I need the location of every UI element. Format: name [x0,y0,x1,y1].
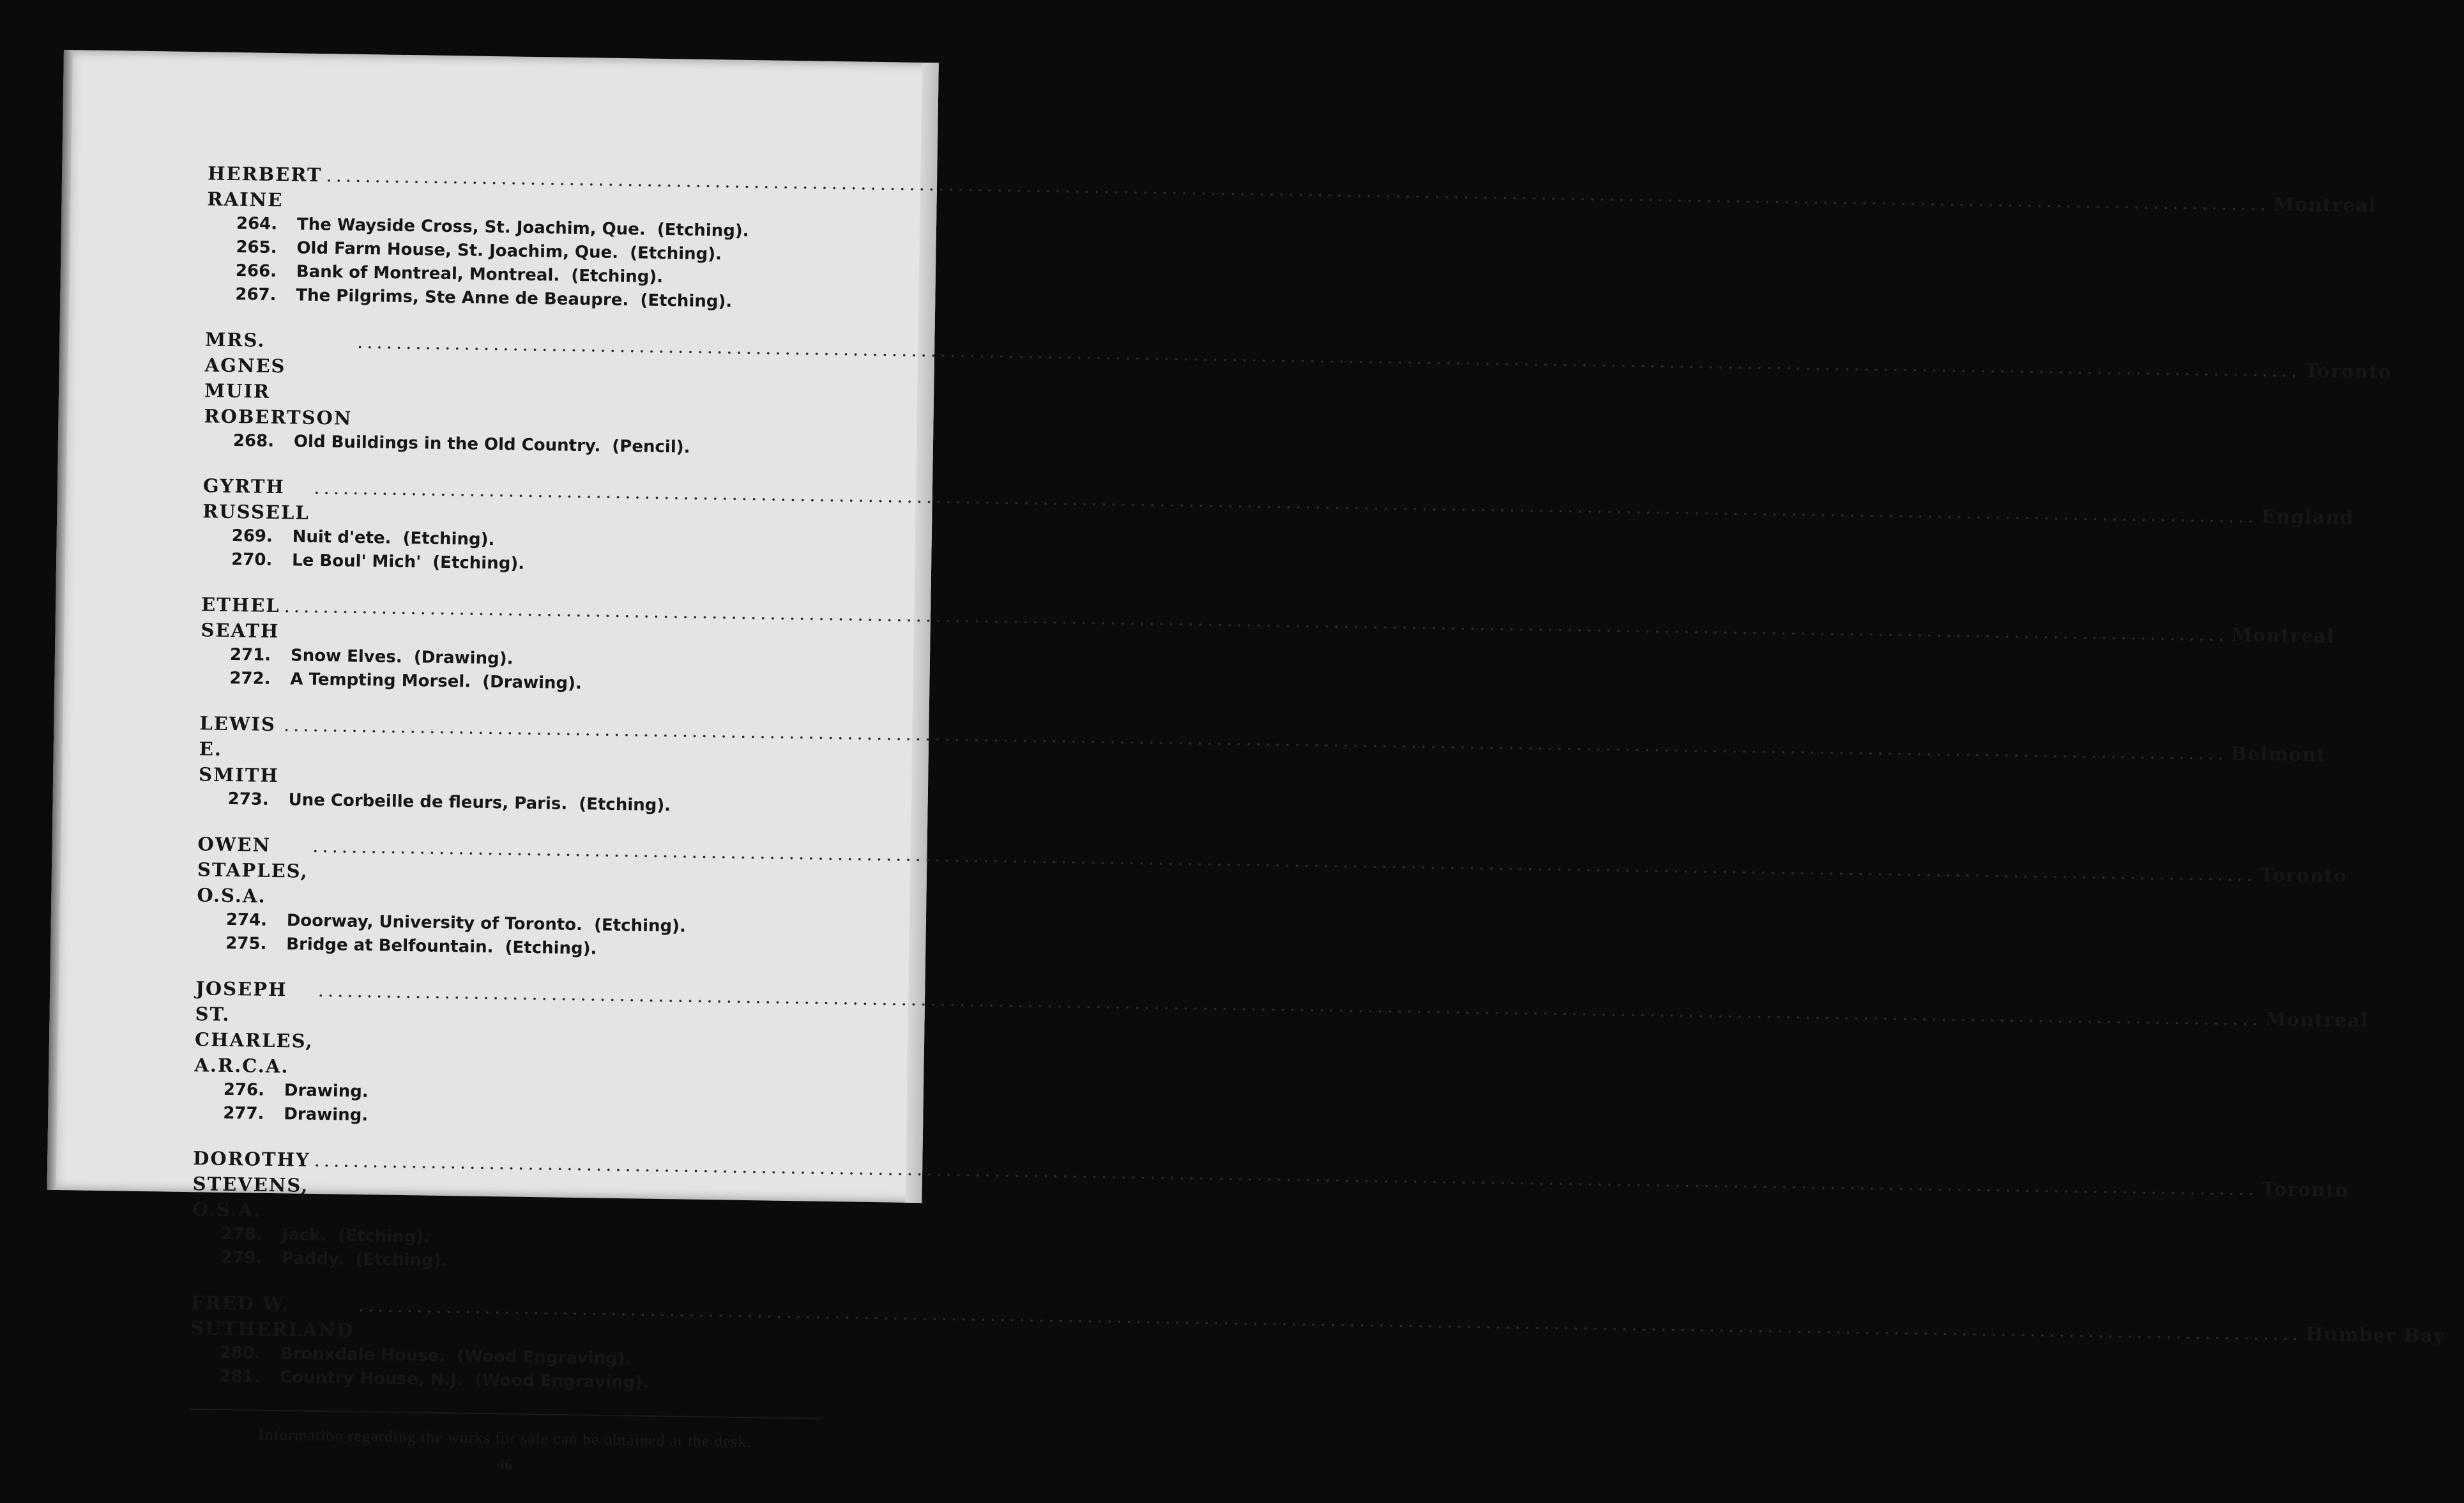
work-title: Le Boul' Mich' (Etching). [291,551,525,574]
dot-leader: ........................................................................................................................................................................................................ [314,476,2258,528]
work-number: 268. [232,431,275,451]
artist-line [194,975,2369,1087]
dot-leader: ........................................................................................................................................................................................................ [356,330,2301,382]
artist-line [207,160,2377,221]
work-title: Drawing. [284,1104,369,1125]
work-title: Paddy. (Etching). [281,1249,448,1271]
artist-entry [200,591,2335,699]
work-number: 280. [219,1343,261,1363]
work-number: 274. [225,910,268,930]
dot-leader: ........................................................................................................................................................................................................ [317,979,2262,1030]
artist-city: Toronto [2261,1178,2349,1202]
work-title: Doorway, University of Toronto. (Etching). [286,911,687,936]
artist-city: Toronto [2304,360,2392,383]
artist-entries [190,160,2445,1397]
artist-name: OWEN STAPLES, O.S.A. [197,833,308,907]
artist-line [192,1145,2349,1232]
artist-entry [206,160,2377,316]
work-title: Jack. (Etching). [282,1225,430,1247]
artist-entry [190,1290,2445,1398]
footer-divider [189,1408,821,1419]
artist-entry [198,710,2327,820]
artist-name: JOSEPH ST. CHARLES, A.R.C.A. [194,977,314,1078]
work-title: A Tempting Morsel. (Drawing). [290,669,582,694]
artist-city: Belmont [2231,742,2327,766]
work-title: Old Buildings in the Old Country. (Pencil). [293,432,690,457]
artist-city: Toronto [2260,864,2348,887]
artist-entry [196,831,2348,965]
dot-leader: ........................................................................................................................................................................................................ [284,595,2228,646]
dot-leader: ........................................................................................................................................................................................................ [312,834,2256,886]
work-number: 279. [220,1247,262,1268]
page-number: 46 [497,1456,513,1474]
dot-leader: ........................................................................................................................................................................................................ [358,1294,2302,1345]
work-title: Country House, N.J. (Wood Engraving). [279,1368,650,1392]
page-right-edge [905,63,938,1203]
work-number: 266. [235,261,277,281]
artist-entry [192,1145,2349,1279]
artist-line [202,473,2355,533]
artist-line [201,591,2335,652]
artist-entry [202,473,2355,581]
work-number: 270. [231,549,273,570]
artist-name: ETHEL SEATH [201,593,280,643]
work-title: Bank of Montreal, Montreal. (Etching). [296,262,664,287]
work-number: 265. [236,238,277,257]
dot-leader: ........................................................................................................................................................................................................ [283,713,2228,765]
work-title: Bronxdale House. (Wood Engraving). [280,1344,632,1369]
work-number: 278. [221,1224,262,1244]
work-number: 269. [231,526,273,546]
work-number: 267. [235,285,277,305]
work-title: Bridge at Belfountain. (Etching). [286,935,597,959]
work-title: Old Farm House, St. Joachim, Que. (Etching). [296,238,722,264]
work-number: 277. [223,1103,264,1124]
page-spine-shadow [47,50,73,1190]
work-number: 275. [225,933,267,954]
dot-leader: ........................................................................................................................................................................................................ [314,1149,2258,1200]
artist-name: FRED W. SUTHERLAND [190,1292,354,1341]
work-number: 276. [223,1080,265,1100]
work-number: 281. [218,1366,261,1387]
work-title: The Pilgrims, Ste Anne de Beaupre. (Etching). [296,286,733,312]
work-number: 273. [227,789,269,809]
catalogue-page [47,50,2445,1474]
artist-line [198,710,2327,797]
artist-city: England [2261,505,2355,529]
artist-entry [204,326,2392,462]
artist-line [197,831,2348,917]
artist-name: HERBERT RAINE [207,162,323,211]
work-number: 271. [229,645,271,665]
work-title: Snow Elves. (Drawing). [290,646,513,669]
work-number: 272. [229,668,271,689]
artist-city: Montreal [2231,623,2335,647]
artist-name: GYRTH RUSSELL [202,475,310,524]
artist-city: Montreal [2265,1008,2369,1032]
artist-line [204,326,2392,438]
artist-name: DOROTHY STEVENS, O.S.A. [192,1147,310,1221]
artist-name: LEWIS E. SMITH [198,712,280,787]
catalogue-content [188,160,2445,1478]
artist-city: Humber Bay [2305,1323,2445,1347]
dot-leader: ........................................................................................................................................................................................................ [326,164,2270,215]
work-number: 264. [236,214,278,234]
artist-line [190,1290,2445,1350]
artist-city: Montreal [2273,193,2377,217]
work-title: Nuit d'ete. (Etching). [292,527,495,550]
work-title: Une Corbeille de fleurs, Paris. (Etching). [288,790,671,816]
artist-name: MRS. AGNES MUIR ROBERTSON [204,328,353,429]
artist-entry [194,975,2369,1134]
footer-note: Information regarding the works for sale can be obtained at the desk. [258,1426,752,1451]
work-title: Drawing. [284,1081,369,1102]
work-title: The Wayside Cross, St. Joachim, Que. (Etching). [296,215,749,241]
